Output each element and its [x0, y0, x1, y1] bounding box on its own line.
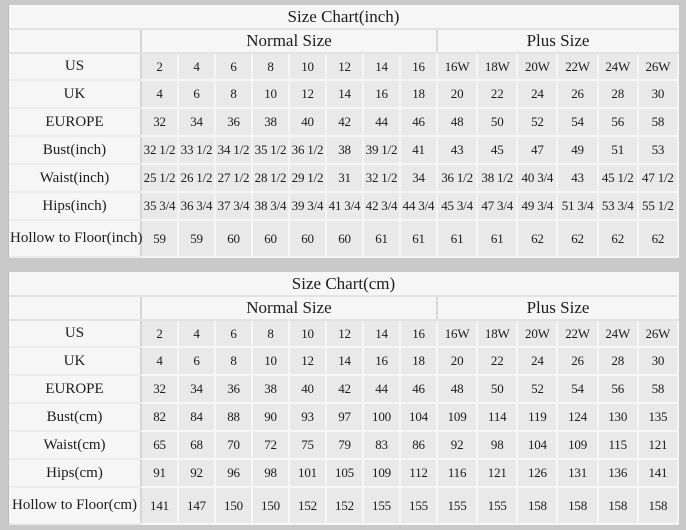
data-cell: 22 — [477, 80, 517, 108]
size-chart-cm-table — [8, 272, 679, 525]
data-cell: 61 — [477, 220, 517, 257]
data-cell: 36 — [215, 375, 252, 403]
row-label: Waist(inch) — [9, 164, 141, 192]
data-cell: 119 — [517, 403, 557, 431]
data-cell: 47 1/2 — [638, 164, 678, 192]
data-cell: 40 — [289, 375, 326, 403]
data-cell: 16W — [437, 53, 477, 80]
data-cell: 98 — [477, 431, 517, 459]
data-cell: 51 3/4 — [557, 192, 597, 220]
data-cell: 43 — [557, 164, 597, 192]
data-cell: 56 — [598, 108, 638, 136]
corner-cell — [9, 296, 141, 320]
row-label: Bust(cm) — [9, 403, 141, 431]
data-cell: 40 3/4 — [517, 164, 557, 192]
data-cell: 47 3/4 — [477, 192, 517, 220]
data-cell: 34 — [178, 108, 215, 136]
data-cell: 10 — [289, 53, 326, 80]
data-cell: 75 — [289, 431, 326, 459]
data-cell: 36 1/2 — [289, 136, 326, 164]
data-cell: 14 — [363, 320, 400, 347]
data-cell: 126 — [517, 459, 557, 487]
data-cell: 53 — [638, 136, 678, 164]
data-cell: 8 — [215, 80, 252, 108]
data-cell: 141 — [141, 487, 178, 524]
data-cell: 34 1/2 — [215, 136, 252, 164]
data-cell: 6 — [215, 53, 252, 80]
data-cell: 36 — [215, 108, 252, 136]
data-cell: 36 3/4 — [178, 192, 215, 220]
table-title: Size Chart(inch) — [9, 5, 678, 29]
data-cell: 26 — [557, 80, 597, 108]
data-cell: 61 — [437, 220, 477, 257]
row-label: Hips(cm) — [9, 459, 141, 487]
data-cell: 34 — [178, 375, 215, 403]
data-cell: 20W — [517, 53, 557, 80]
data-cell: 42 3/4 — [363, 192, 400, 220]
data-cell: 150 — [252, 487, 289, 524]
group-header: Normal Size — [141, 29, 437, 53]
data-cell: 6 — [178, 80, 215, 108]
group-header: Plus Size — [437, 296, 678, 320]
data-cell: 51 — [598, 136, 638, 164]
data-cell: 12 — [326, 320, 363, 347]
data-cell: 62 — [517, 220, 557, 257]
group-header: Normal Size — [141, 296, 437, 320]
row-label: Waist(cm) — [9, 431, 141, 459]
row-label: UK — [9, 80, 141, 108]
data-cell: 14 — [326, 80, 363, 108]
data-cell: 109 — [557, 431, 597, 459]
size-table — [9, 272, 679, 525]
data-cell: 18W — [477, 53, 517, 80]
data-cell: 109 — [437, 403, 477, 431]
data-cell: 28 1/2 — [252, 164, 289, 192]
data-cell: 68 — [178, 431, 215, 459]
table-row — [9, 108, 678, 136]
data-cell: 91 — [141, 459, 178, 487]
data-cell: 39 3/4 — [289, 192, 326, 220]
data-cell: 2 — [141, 320, 178, 347]
data-cell: 8 — [252, 320, 289, 347]
data-cell: 55 1/2 — [638, 192, 678, 220]
data-cell: 50 — [477, 375, 517, 403]
data-cell: 36 1/2 — [437, 164, 477, 192]
corner-cell — [9, 29, 141, 53]
data-cell: 35 1/2 — [252, 136, 289, 164]
data-cell: 42 — [326, 108, 363, 136]
data-cell: 48 — [437, 108, 477, 136]
data-cell: 38 3/4 — [252, 192, 289, 220]
data-cell: 26W — [638, 320, 678, 347]
data-cell: 104 — [400, 403, 437, 431]
data-cell: 58 — [638, 375, 678, 403]
table-title: Size Chart(cm) — [9, 272, 678, 296]
data-cell: 40 — [289, 108, 326, 136]
data-cell: 43 — [437, 136, 477, 164]
size-table — [9, 5, 679, 258]
data-cell: 4 — [178, 320, 215, 347]
data-cell: 44 — [363, 375, 400, 403]
data-cell: 100 — [363, 403, 400, 431]
data-cell: 20 — [437, 347, 477, 375]
data-cell: 58 — [638, 108, 678, 136]
data-cell: 62 — [638, 220, 678, 257]
data-cell: 155 — [437, 487, 477, 524]
data-cell: 152 — [326, 487, 363, 524]
data-cell: 104 — [517, 431, 557, 459]
data-cell: 116 — [437, 459, 477, 487]
data-cell: 12 — [289, 80, 326, 108]
data-cell: 10 — [252, 347, 289, 375]
data-cell: 16 — [400, 53, 437, 80]
data-cell: 54 — [557, 375, 597, 403]
data-cell: 92 — [178, 459, 215, 487]
data-cell: 155 — [363, 487, 400, 524]
row-label: US — [9, 320, 141, 347]
data-cell: 158 — [517, 487, 557, 524]
data-cell: 61 — [363, 220, 400, 257]
data-cell: 88 — [215, 403, 252, 431]
data-cell: 24W — [598, 53, 638, 80]
table-row — [9, 403, 678, 431]
data-cell: 14 — [363, 53, 400, 80]
data-cell: 62 — [598, 220, 638, 257]
data-cell: 141 — [638, 459, 678, 487]
data-cell: 47 — [517, 136, 557, 164]
data-cell: 16 — [363, 347, 400, 375]
data-cell: 60 — [252, 220, 289, 257]
data-cell: 52 — [517, 108, 557, 136]
data-cell: 112 — [400, 459, 437, 487]
data-cell: 59 — [141, 220, 178, 257]
data-cell: 60 — [326, 220, 363, 257]
data-cell: 16 — [400, 320, 437, 347]
data-cell: 90 — [252, 403, 289, 431]
data-cell: 32 1/2 — [363, 164, 400, 192]
row-label: Hollow to Floor(cm) — [9, 487, 141, 524]
data-cell: 155 — [400, 487, 437, 524]
data-cell: 26 — [557, 347, 597, 375]
data-cell: 6 — [215, 320, 252, 347]
data-cell: 10 — [252, 80, 289, 108]
data-cell: 82 — [141, 403, 178, 431]
row-label: US — [9, 53, 141, 80]
data-cell: 147 — [178, 487, 215, 524]
table-row — [9, 136, 678, 164]
data-cell: 46 — [400, 375, 437, 403]
data-cell: 150 — [215, 487, 252, 524]
data-cell: 38 1/2 — [477, 164, 517, 192]
data-cell: 97 — [326, 403, 363, 431]
data-cell: 98 — [252, 459, 289, 487]
data-cell: 37 3/4 — [215, 192, 252, 220]
data-cell: 92 — [437, 431, 477, 459]
data-cell: 158 — [638, 487, 678, 524]
data-cell: 105 — [326, 459, 363, 487]
data-cell: 8 — [215, 347, 252, 375]
data-cell: 24 — [517, 347, 557, 375]
data-cell: 30 — [638, 347, 678, 375]
data-cell: 53 3/4 — [598, 192, 638, 220]
data-cell: 46 — [400, 108, 437, 136]
data-cell: 45 3/4 — [437, 192, 477, 220]
data-cell: 22W — [557, 53, 597, 80]
data-cell: 14 — [326, 347, 363, 375]
data-cell: 31 — [326, 164, 363, 192]
data-cell: 86 — [400, 431, 437, 459]
table-row — [9, 80, 678, 108]
data-cell: 29 1/2 — [289, 164, 326, 192]
data-cell: 38 — [252, 375, 289, 403]
data-cell: 121 — [477, 459, 517, 487]
data-cell: 101 — [289, 459, 326, 487]
row-label: Hollow to Floor(inch) — [9, 220, 141, 257]
data-cell: 10 — [289, 320, 326, 347]
data-cell: 26 1/2 — [178, 164, 215, 192]
data-cell: 38 — [252, 108, 289, 136]
data-cell: 20 — [437, 80, 477, 108]
data-cell: 32 — [141, 375, 178, 403]
data-cell: 52 — [517, 375, 557, 403]
data-cell: 109 — [363, 459, 400, 487]
data-cell: 35 3/4 — [141, 192, 178, 220]
data-cell: 6 — [178, 347, 215, 375]
data-cell: 26W — [638, 53, 678, 80]
data-cell: 130 — [598, 403, 638, 431]
data-cell: 18 — [400, 80, 437, 108]
data-cell: 49 3/4 — [517, 192, 557, 220]
row-label: Bust(inch) — [9, 136, 141, 164]
data-cell: 155 — [477, 487, 517, 524]
data-cell: 24 — [517, 80, 557, 108]
data-cell: 42 — [326, 375, 363, 403]
data-cell: 158 — [557, 487, 597, 524]
data-cell: 4 — [178, 53, 215, 80]
data-cell: 136 — [598, 459, 638, 487]
row-label: Hips(inch) — [9, 192, 141, 220]
data-cell: 30 — [638, 80, 678, 108]
data-cell: 61 — [400, 220, 437, 257]
data-cell: 16 — [363, 80, 400, 108]
table-row — [9, 347, 678, 375]
data-cell: 93 — [289, 403, 326, 431]
data-cell: 115 — [598, 431, 638, 459]
data-cell: 65 — [141, 431, 178, 459]
data-cell: 22 — [477, 347, 517, 375]
data-cell: 24W — [598, 320, 638, 347]
data-cell: 121 — [638, 431, 678, 459]
data-cell: 4 — [141, 347, 178, 375]
data-cell: 114 — [477, 403, 517, 431]
data-cell: 2 — [141, 53, 178, 80]
table-row — [9, 459, 678, 487]
data-cell: 44 — [363, 108, 400, 136]
data-cell: 72 — [252, 431, 289, 459]
data-cell: 22W — [557, 320, 597, 347]
table-row — [9, 431, 678, 459]
data-cell: 34 — [400, 164, 437, 192]
data-cell: 48 — [437, 375, 477, 403]
data-cell: 44 3/4 — [400, 192, 437, 220]
data-cell: 45 1/2 — [598, 164, 638, 192]
table-row — [9, 164, 678, 192]
data-cell: 33 1/2 — [178, 136, 215, 164]
data-cell: 38 — [326, 136, 363, 164]
data-cell: 41 3/4 — [326, 192, 363, 220]
data-cell: 12 — [289, 347, 326, 375]
data-cell: 56 — [598, 375, 638, 403]
data-cell: 135 — [638, 403, 678, 431]
data-cell: 158 — [598, 487, 638, 524]
data-cell: 41 — [400, 136, 437, 164]
data-cell: 96 — [215, 459, 252, 487]
data-cell: 16W — [437, 320, 477, 347]
data-cell: 83 — [363, 431, 400, 459]
row-label: UK — [9, 347, 141, 375]
data-cell: 124 — [557, 403, 597, 431]
data-cell: 62 — [557, 220, 597, 257]
table-row — [9, 53, 678, 80]
data-cell: 12 — [326, 53, 363, 80]
data-cell: 84 — [178, 403, 215, 431]
data-cell: 18W — [477, 320, 517, 347]
data-cell: 39 1/2 — [363, 136, 400, 164]
table-row — [9, 192, 678, 220]
data-cell: 18 — [400, 347, 437, 375]
table-row — [9, 487, 678, 524]
data-cell: 131 — [557, 459, 597, 487]
data-cell: 54 — [557, 108, 597, 136]
data-cell: 60 — [215, 220, 252, 257]
data-cell: 32 — [141, 108, 178, 136]
data-cell: 25 1/2 — [141, 164, 178, 192]
data-cell: 4 — [141, 80, 178, 108]
data-cell: 50 — [477, 108, 517, 136]
size-chart-inch-table — [8, 5, 679, 258]
data-cell: 28 — [598, 80, 638, 108]
data-cell: 28 — [598, 347, 638, 375]
data-cell: 45 — [477, 136, 517, 164]
table-row — [9, 320, 678, 347]
data-cell: 59 — [178, 220, 215, 257]
data-cell: 8 — [252, 53, 289, 80]
data-cell: 32 1/2 — [141, 136, 178, 164]
data-cell: 27 1/2 — [215, 164, 252, 192]
row-label: EUROPE — [9, 375, 141, 403]
table-row — [9, 375, 678, 403]
data-cell: 79 — [326, 431, 363, 459]
data-cell: 49 — [557, 136, 597, 164]
data-cell: 152 — [289, 487, 326, 524]
data-cell: 60 — [289, 220, 326, 257]
data-cell: 70 — [215, 431, 252, 459]
group-header: Plus Size — [437, 29, 678, 53]
table-row — [9, 220, 678, 257]
row-label: EUROPE — [9, 108, 141, 136]
data-cell: 20W — [517, 320, 557, 347]
